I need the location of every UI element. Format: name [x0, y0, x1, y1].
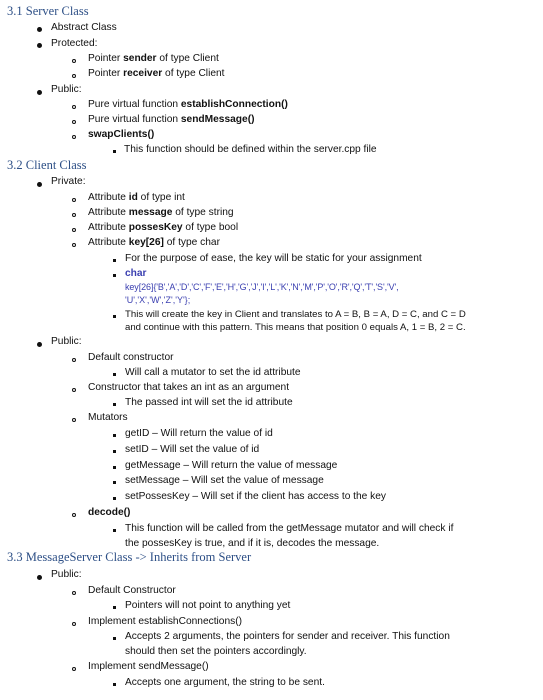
pointer-sender-item: Pointer sender of type Client — [88, 53, 219, 64]
bullet — [72, 228, 76, 232]
key-static-note: For the purpose of ease, the key will be static for your assignment — [125, 253, 422, 264]
establish-connection-item: Pure virtual function establishConnection() — [88, 99, 288, 110]
bullet — [72, 59, 76, 63]
key-explanation-line-2: and continue with this pattern. This means that position 0 equals A, 1 = B, 2 = C. — [125, 322, 466, 333]
code-key-line-1: key[26]{'B','A','D','C','F','E','H','G','J','I','L','K','N','M','P','O','R','Q','T','S','V', — [125, 282, 399, 292]
code-key-line-2: 'U','X','W','Z','Y'}; — [125, 295, 191, 305]
implement-establish-note-2: should then set the pointers accordingly. — [125, 646, 307, 657]
abstract-class-item: Abstract Class — [51, 22, 117, 33]
mutator-setmessage: setMessage – Will set the value of message — [125, 475, 324, 486]
mutator-setposseskey: setPossesKey – Will set if the client has access to the key — [125, 491, 387, 502]
swap-clients-note: This function should be defined within the server.cpp file — [124, 144, 377, 155]
bullet — [37, 43, 42, 48]
messageserver-public-label: Public: — [51, 569, 82, 580]
bullet — [113, 606, 116, 609]
bullet — [113, 274, 116, 277]
bullet — [113, 450, 116, 453]
decode-item: decode() — [88, 507, 131, 518]
int-constructor-note: The passed int will set the id attribute — [125, 397, 293, 408]
bullet — [72, 243, 76, 247]
int-constructor-item: Constructor that takes an int as an argument — [88, 382, 290, 393]
implement-establish-note-1: Accepts 2 arguments, the pointers for sender and receiver. This function — [125, 631, 450, 642]
key-explanation-line-1: This will create the key in Client and translates to A = B, B = A, D = C, and C = D — [125, 309, 466, 320]
bullet — [113, 466, 116, 469]
bullet — [72, 513, 76, 517]
bullet — [113, 637, 116, 640]
bullet — [72, 622, 76, 626]
bullet — [72, 198, 76, 202]
bullet — [113, 497, 116, 500]
implement-sendmessage-item: Implement sendMessage() — [88, 661, 209, 672]
mutator-setid: setID – Will set the value of id — [125, 444, 260, 455]
ms-default-constructor-note: Pointers will not point to anything yet — [125, 600, 291, 611]
bullet — [72, 388, 76, 392]
bullet — [113, 481, 116, 484]
default-constructor-item: Default constructor — [88, 352, 174, 363]
bullet — [113, 683, 116, 686]
bullet — [37, 90, 42, 95]
bullet — [72, 74, 76, 78]
bullet — [113, 150, 116, 153]
swap-clients-item: swapClients() — [88, 129, 155, 140]
mutator-getmessage: getMessage – Will return the value of message — [125, 460, 338, 471]
server-public-label: Public: — [51, 84, 82, 95]
section-heading-messageserver: 3.3 MessageServer Class -> Inherits from Server — [7, 550, 252, 564]
bullet — [72, 213, 76, 217]
mutators-label: Mutators — [88, 412, 128, 423]
bullet — [113, 434, 116, 437]
attribute-message-item: Attribute message of type string — [88, 207, 234, 218]
bullet — [37, 342, 42, 347]
client-public-label: Public: — [51, 336, 82, 347]
bullet — [72, 120, 76, 124]
bullet — [113, 403, 116, 406]
bullet — [72, 591, 76, 595]
implement-sendmessage-note: Accepts one argument, the string to be sent. — [125, 677, 325, 688]
section-heading-server: 3.1 Server Class — [7, 4, 89, 18]
bullet — [72, 667, 76, 671]
code-char: char — [125, 268, 147, 279]
ms-default-constructor-item: Default Constructor — [88, 585, 176, 596]
bullet — [37, 575, 42, 580]
decode-note-line-2: the possesKey is true, and if it is, decodes the message. — [125, 538, 380, 549]
bullet — [72, 418, 76, 422]
send-message-item: Pure virtual function sendMessage() — [88, 114, 255, 125]
attribute-key-item: Attribute key[26] of type char — [88, 237, 220, 248]
private-label: Private: — [51, 176, 86, 187]
decode-note-line-1: This function will be called from the getMessage mutator and will check if — [125, 523, 454, 534]
bullet — [113, 529, 116, 532]
bullet — [37, 27, 42, 32]
bullet — [113, 259, 116, 262]
bullet — [113, 315, 116, 318]
default-constructor-note: Will call a mutator to set the id attribute — [125, 367, 301, 378]
bullet — [72, 105, 76, 109]
attribute-posseskey-item: Attribute possesKey of type bool — [88, 222, 239, 233]
section-heading-client: 3.2 Client Class — [7, 158, 87, 172]
attribute-id-item: Attribute id of type int — [88, 192, 185, 203]
mutator-getid: getID – Will return the value of id — [125, 428, 273, 439]
bullet — [72, 135, 76, 139]
bullet — [113, 373, 116, 376]
protected-label: Protected: — [51, 38, 98, 49]
bullet — [72, 358, 76, 362]
implement-establish-item: Implement establishConnections() — [88, 616, 243, 627]
bullet — [37, 182, 42, 187]
pointer-receiver-item: Pointer receiver of type Client — [88, 68, 225, 79]
